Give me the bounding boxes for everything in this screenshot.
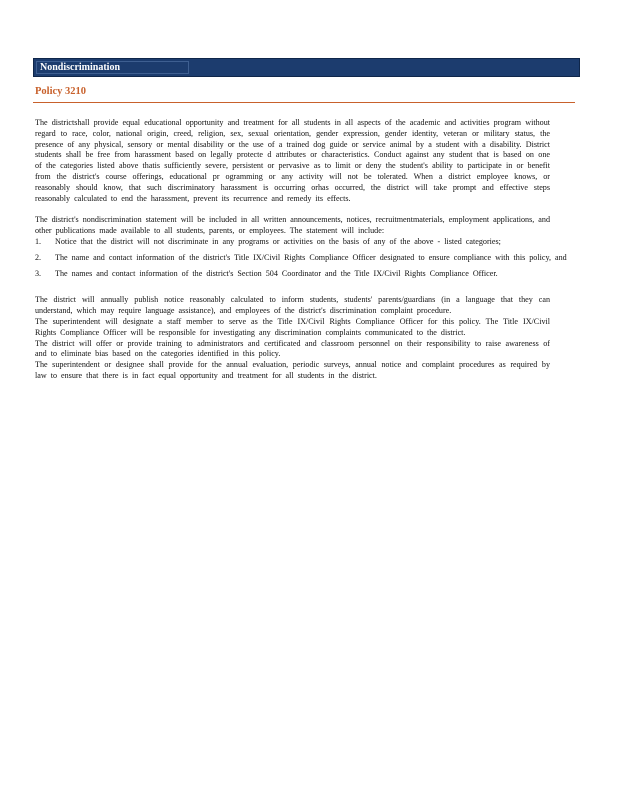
list-item-text: The names and contact information of the district's Section 504 Coordinator and the Title IX/Civil Rights Compliance Officer. (55, 268, 498, 278)
paragraph-spacer (35, 284, 550, 295)
statement-list (35, 236, 567, 279)
list-item (35, 253, 585, 264)
section-title-bar (33, 58, 580, 77)
intro-paragraph: The districtshall provide equal educational opportunity and treatment for all students in all aspects of the academic and activities program without regard to race, color, national origin, creed, religion, sex, sexual orientation, gender expression, gender identity, veteran or military status, the presence of any physical, sensory or mental disability or the use of a trained dog guide or service animal by a student with a disability. District students shall be free from harassment based on legally protecte d attributes or characteristics. Conduct against any student that is based on one of the categories listed above thatis sufficiently severe, persistent or pervasive as to limit or deny the student's ability to participate in or benefit from the district's course offerings, educational pr ogramming or any activity will not be tolerated. When a district employee knows, or reasonably should know, that such discriminatory harassment is occurring orhas occurred, the district will take prompt and effective steps reasonably calculated to end the harassment, prevent its recurrence and remedy its effects. (35, 118, 550, 203)
policy-number: Policy 3210 (35, 86, 87, 97)
list-item-text: The name and contact information of the district's Title IX/Civil Rights Compliance Officer designated to ensure compliance with this policy, and (55, 252, 567, 262)
evaluation-paragraph: The superintendent or designee shall provide for the annual evaluation, periodic surveys, annual notice and complaint procedures as required by law to ensure that there is in fact equal opportunity and treatment for all students in the district. (35, 360, 550, 380)
list-item (35, 269, 585, 280)
section-title: Nondiscrimination (40, 62, 121, 73)
paragraph-spacer (35, 204, 550, 215)
list-number: 3. (35, 268, 42, 278)
training-paragraph: The district will offer or provide training to administrators and certificated and classroom personnel on their responsibility to raise awareness of and to eliminate bias based on the categories identified in this policy. (35, 338, 550, 359)
list-number: 2. (35, 252, 42, 262)
notice-paragraph: The district will annually publish notice reasonably calculated to inform students, students' parents/guardians (in a language that they can understand, which may require language assistance), and employees of the district's discrimination complaint procedure. (35, 295, 550, 316)
header-divider (33, 102, 575, 103)
list-item-text: Notice that the district will not discriminate in any programs or activities on the basis of any of the above - listed categories; (55, 236, 501, 246)
list-number: 1. (35, 236, 42, 246)
compliance-officer-paragraph: The superintendent will designate a staff member to serve as the Title IX/Civil Rights Compliance Officer for this policy. The Title IX/Civil Rights Compliance Officer will be responsible for investigating any discrimination complaints communicated to the district. (35, 316, 550, 337)
list-item (35, 237, 550, 248)
policy-body (35, 118, 567, 382)
statement-paragraph: The district's nondiscrimination statement will be included in all written announcements, notices, recruitmentmaterials, employment applications, and other publications made available to all students, parents, or employees. The statement will include: (35, 215, 550, 236)
